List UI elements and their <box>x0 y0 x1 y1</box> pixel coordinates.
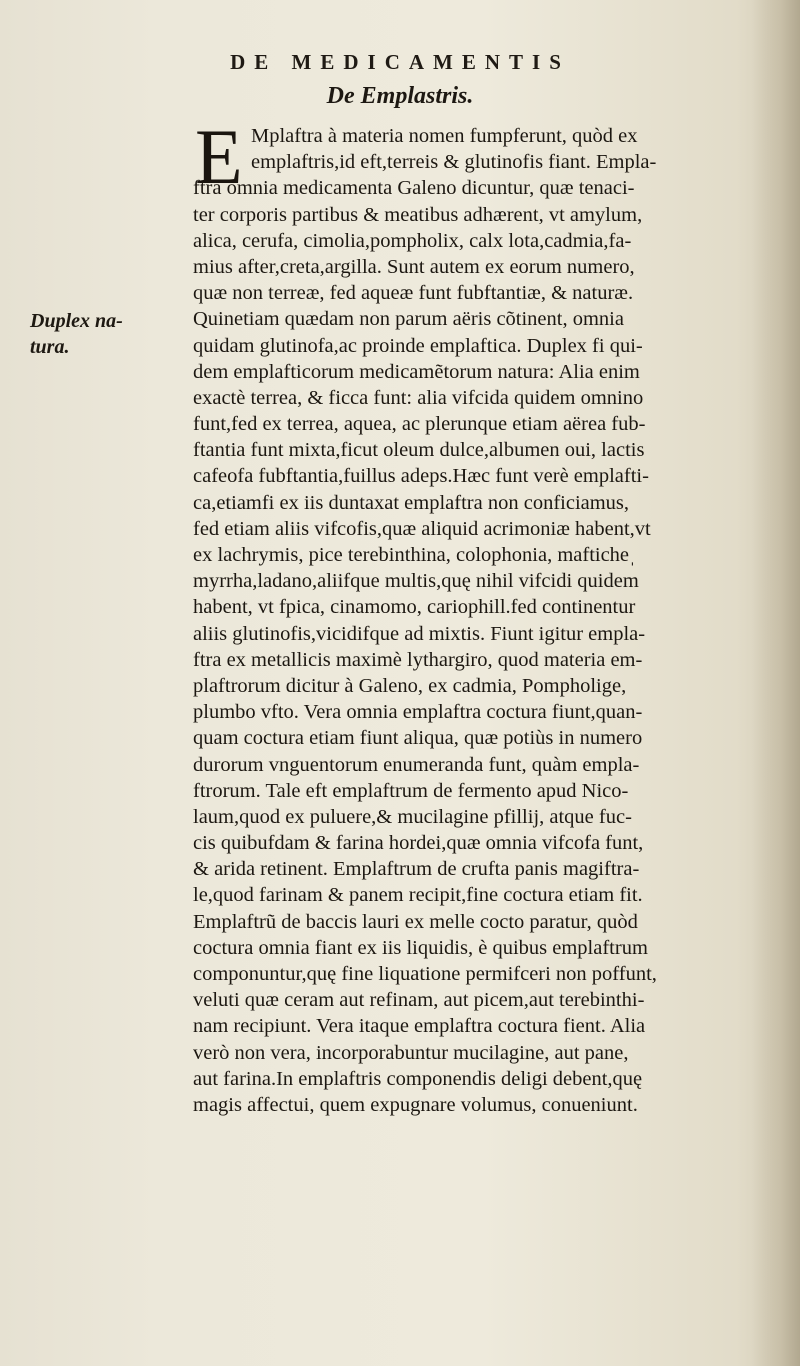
text-line: quam coctura etiam fiunt aliqua, quæ potiùs in numero <box>193 727 643 750</box>
text-line: Emplaftrũ de baccis lauri ex melle cocto paratur, quòd <box>193 910 638 933</box>
text-line: & arida retinent. Emplaftrum de crufta panis magiftra- <box>193 858 640 881</box>
text-line: magis affectui, quem expugnare volumus, conueniunt. <box>193 1093 638 1116</box>
text-line: veluti quæ ceram aut refinam, aut picem,aut terebinthi- <box>193 989 645 1012</box>
text-line: plumbo vfto. Vera omnia emplaftra coctura fiunt,quan- <box>193 701 643 724</box>
text-line: componuntur,quę fine liquatione permifceri non poffunt, <box>193 963 657 985</box>
text-line: aliis glutinofis,vicidifque ad mixtis. Fiunt igitur empla- <box>193 622 646 645</box>
text-line: mius after,creta,argilla. Sunt autem ex eorum numero, <box>193 255 635 278</box>
text-line: Mplaftra à materia nomen fumpferunt, quòd ex <box>251 125 638 147</box>
text-line: dem emplafticorum medicamẽtorum natura: Alia enim <box>193 360 640 383</box>
text-line: durorum vnguentorum enumeranda funt, quàm empla- <box>193 753 640 776</box>
text-line: myrrha,ladano,aliifque multis,quę nihil vifcidi quidem <box>193 570 639 593</box>
margin-note-line-1: Duplex na- <box>30 310 123 332</box>
margin-note <box>30 308 160 360</box>
text-line: coctura omnia fiant ex iis liquidis, è quibus emplaftrum <box>193 936 648 959</box>
margin-note-line-2: tura. <box>30 336 70 358</box>
text-line: verò non vera, incorporabuntur mucilagine, aut pane, <box>193 1041 629 1064</box>
text-line: ex lachrymis, pice terebinthina, colophonia, mafticheˌ <box>193 544 636 566</box>
text-line: le,quod farinam & panem recipit,fine coctura etiam fit. <box>193 884 643 907</box>
text-line: emplaftris,id eft,terreis & glutinofis fiant. Empla- <box>251 151 657 174</box>
section-title: De Emplastris. <box>326 83 474 109</box>
text-line: ftantia funt mixta,ficut oleum dulce,albumen oui, lactis <box>193 439 645 462</box>
text-line: funt,fed ex terrea, aquea, ac plerunque etiam aërea fub- <box>193 413 646 436</box>
text-line: exactè terrea, & ficca funt: alia vifcida quidem omnino <box>193 386 644 409</box>
text-line: ftrorum. Tale eft emplaftrum de fermento apud Nico- <box>193 779 629 802</box>
text-line: plaftrorum dicitur à Galeno, ex cadmia, Pompholige, <box>193 674 627 697</box>
text-line: ftra ex metallicis maximè lythargiro, quod materia em- <box>193 648 643 671</box>
body-text <box>193 113 778 1118</box>
text-line: quæ non terreæ, fed aqueæ funt fubftantiæ, & naturæ. <box>193 282 634 305</box>
text-line: fed etiam aliis vifcofis,quæ aliquid acrimoniæ habent,vt <box>193 517 651 540</box>
text-line: cis quibufdam & farina hordei,quæ omnia vifcofa funt, <box>193 832 644 855</box>
text-line: ca,etiamfi ex iis duntaxat emplaftra non conficiamus, <box>193 491 630 514</box>
text-line: aut farina.In emplaftris componendis deligi debent,quę <box>193 1067 643 1090</box>
text-line: nam recipiunt. Vera itaque emplaftra coctura fient. Alia <box>193 1015 646 1038</box>
text-line: alica, cerufa, cimolia,pompholix, calx lota,cadmia,fa- <box>193 229 632 252</box>
text-line: cafeofa fubftantia,fuillus adeps.Hæc funt verè emplafti- <box>193 465 649 488</box>
text-line: quidam glutinofa,ac proinde emplaftica. Duplex fi qui- <box>193 334 643 357</box>
drop-cap: E <box>195 113 243 200</box>
text-line: Quinetiam quædam non parum aëris cõtinent, omnia <box>193 308 624 331</box>
text-line: laum,quod ex puluere,& mucilagine pfillij, atque fuc- <box>193 805 632 828</box>
text-line: ftra omnia medicamenta Galeno dicuntur, quæ tenaci- <box>193 177 635 200</box>
text-line: habent, vt fpica, cinamomo, cariophill.fed continentur <box>193 596 636 619</box>
running-header: DE MEDICAMENTIS <box>230 50 570 74</box>
text-line: ter corporis partibus & meatibus adhærent, vt amylum, <box>193 203 643 226</box>
